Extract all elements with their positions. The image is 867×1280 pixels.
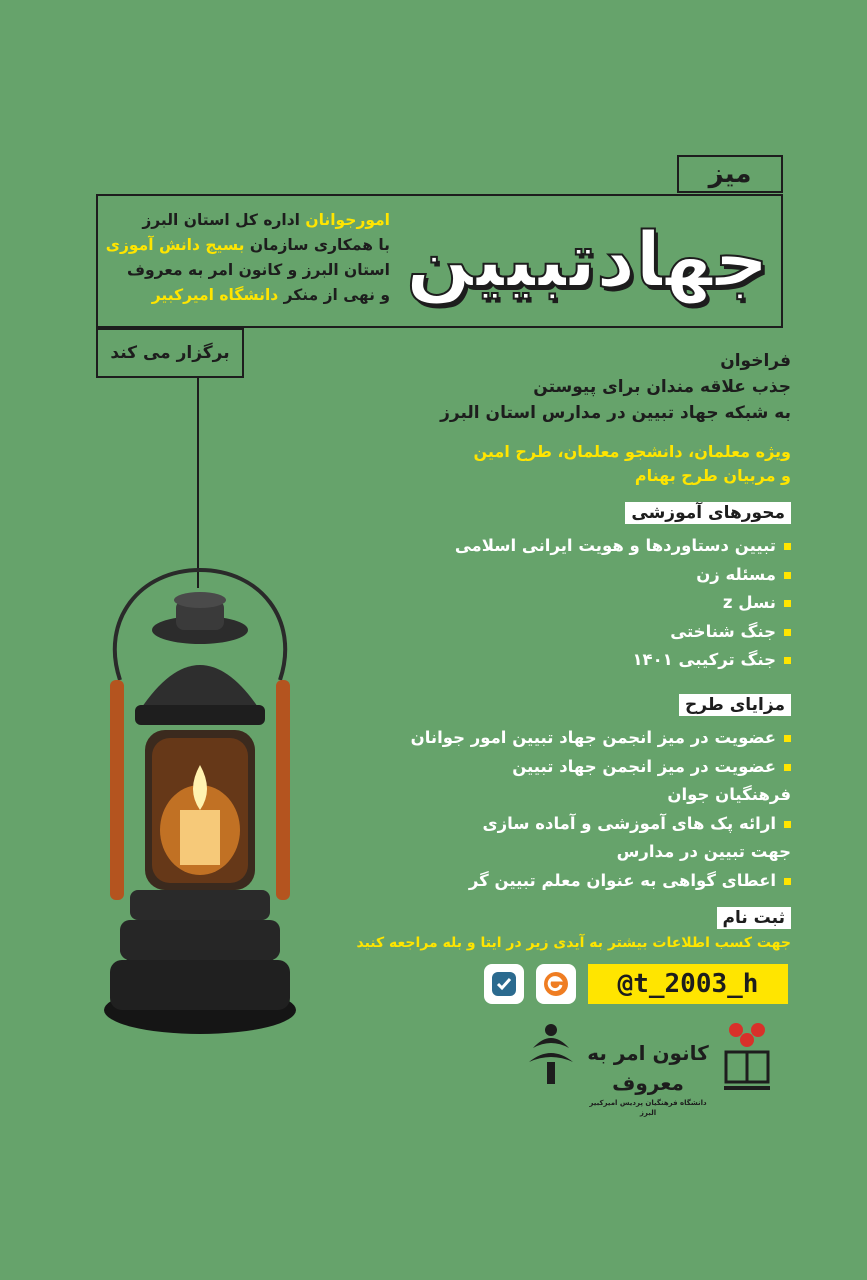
lantern-illustration [80,560,320,1050]
audience-line: ویژه معلمان، دانشجو معلمان، طرح امین [473,442,791,461]
bale-icon[interactable] [536,964,576,1004]
miz-label-box [677,155,783,193]
benefit-item: عضویت در میز انجمن جهاد تبیین امور جوانان [411,724,791,753]
organizer-line [100,208,390,233]
callout-line: جذب علاقه مندان برای پیوستن [533,377,791,397]
organizer-highlight: امورجوانان [305,211,390,229]
host-box [96,328,244,378]
farhangian-logo [718,1018,776,1096]
organizer-line [100,283,390,308]
organizer-highlight: دانشگاه امیرکبیر [151,286,279,304]
topic-item: مسئله زن [455,561,791,590]
organizer-text: استان البرز و کانون امر به معروف [127,261,390,279]
callout-line: فراخوان [720,351,791,371]
eitaa-icon[interactable] [484,964,524,1004]
register-instructions: جهت کسب اطلاعات بیشتر به آیدی زیر در ایتا و بله مراجعه کنید [356,935,791,951]
topics-heading: محورهای آموزشی [625,502,791,524]
benefit-item: عضویت در میز انجمن جهاد تبیین [411,753,791,782]
host-label: برگزار می کند [110,343,230,363]
organizer-line [100,258,390,283]
organizer-text: اداره کل استان البرز [142,211,306,229]
organizers-text [100,208,390,308]
organizer-line [100,233,390,258]
kanoon-logo-script: کانون امر به معروف [587,1041,709,1095]
topics-list [455,532,791,675]
basij-logo [523,1018,579,1088]
callout-line: به شبکه جهاد تبیین در مدارس استان البرز [440,403,791,423]
topic-item: جنگ شناختی [455,618,791,647]
benefit-item: جهت تبیین در مدارس [616,842,791,861]
benefits-section [411,692,791,895]
miz-label: میز [708,159,752,189]
organizer-text: و نهی از منکر [278,286,390,304]
audience-line: و مربیان طرح بهنام [634,466,791,485]
organizer-text: با همکاری سازمان [244,236,390,254]
organizer-highlight: بسیج دانش آموزی [105,236,245,254]
benefit-item: ارائه پک های آموزشی و آماده سازی [411,810,791,839]
topic-item: نسل z [455,589,791,618]
main-title: جهادتبیین [406,215,769,304]
topic-item: جنگ ترکیبی ۱۴۰۱ [455,646,791,675]
contact-row [484,964,788,1008]
lantern-hanger-line [197,378,199,588]
benefit-item: اعطای گواهی به عنوان معلم تبیین گر [411,867,791,896]
benefit-item: فرهنگیان جوان [667,785,791,804]
register-section [357,905,792,951]
contact-handle[interactable]: @t_2003_h [588,964,788,1004]
audience-text [474,440,792,488]
kanoon-logo-subtitle: دانشگاه فرهنگیان پردیس امیرکبیر البرز [589,1099,707,1117]
benefits-heading: مزایای طرح [679,694,791,716]
benefits-list [411,724,791,895]
topics-section [455,500,791,675]
register-heading: ثبت نام [717,907,791,929]
topic-item: تبیین دستاوردها و هویت ایرانی اسلامی [455,532,791,561]
callout-text [440,348,791,426]
kanoon-logo [582,1038,714,1117]
